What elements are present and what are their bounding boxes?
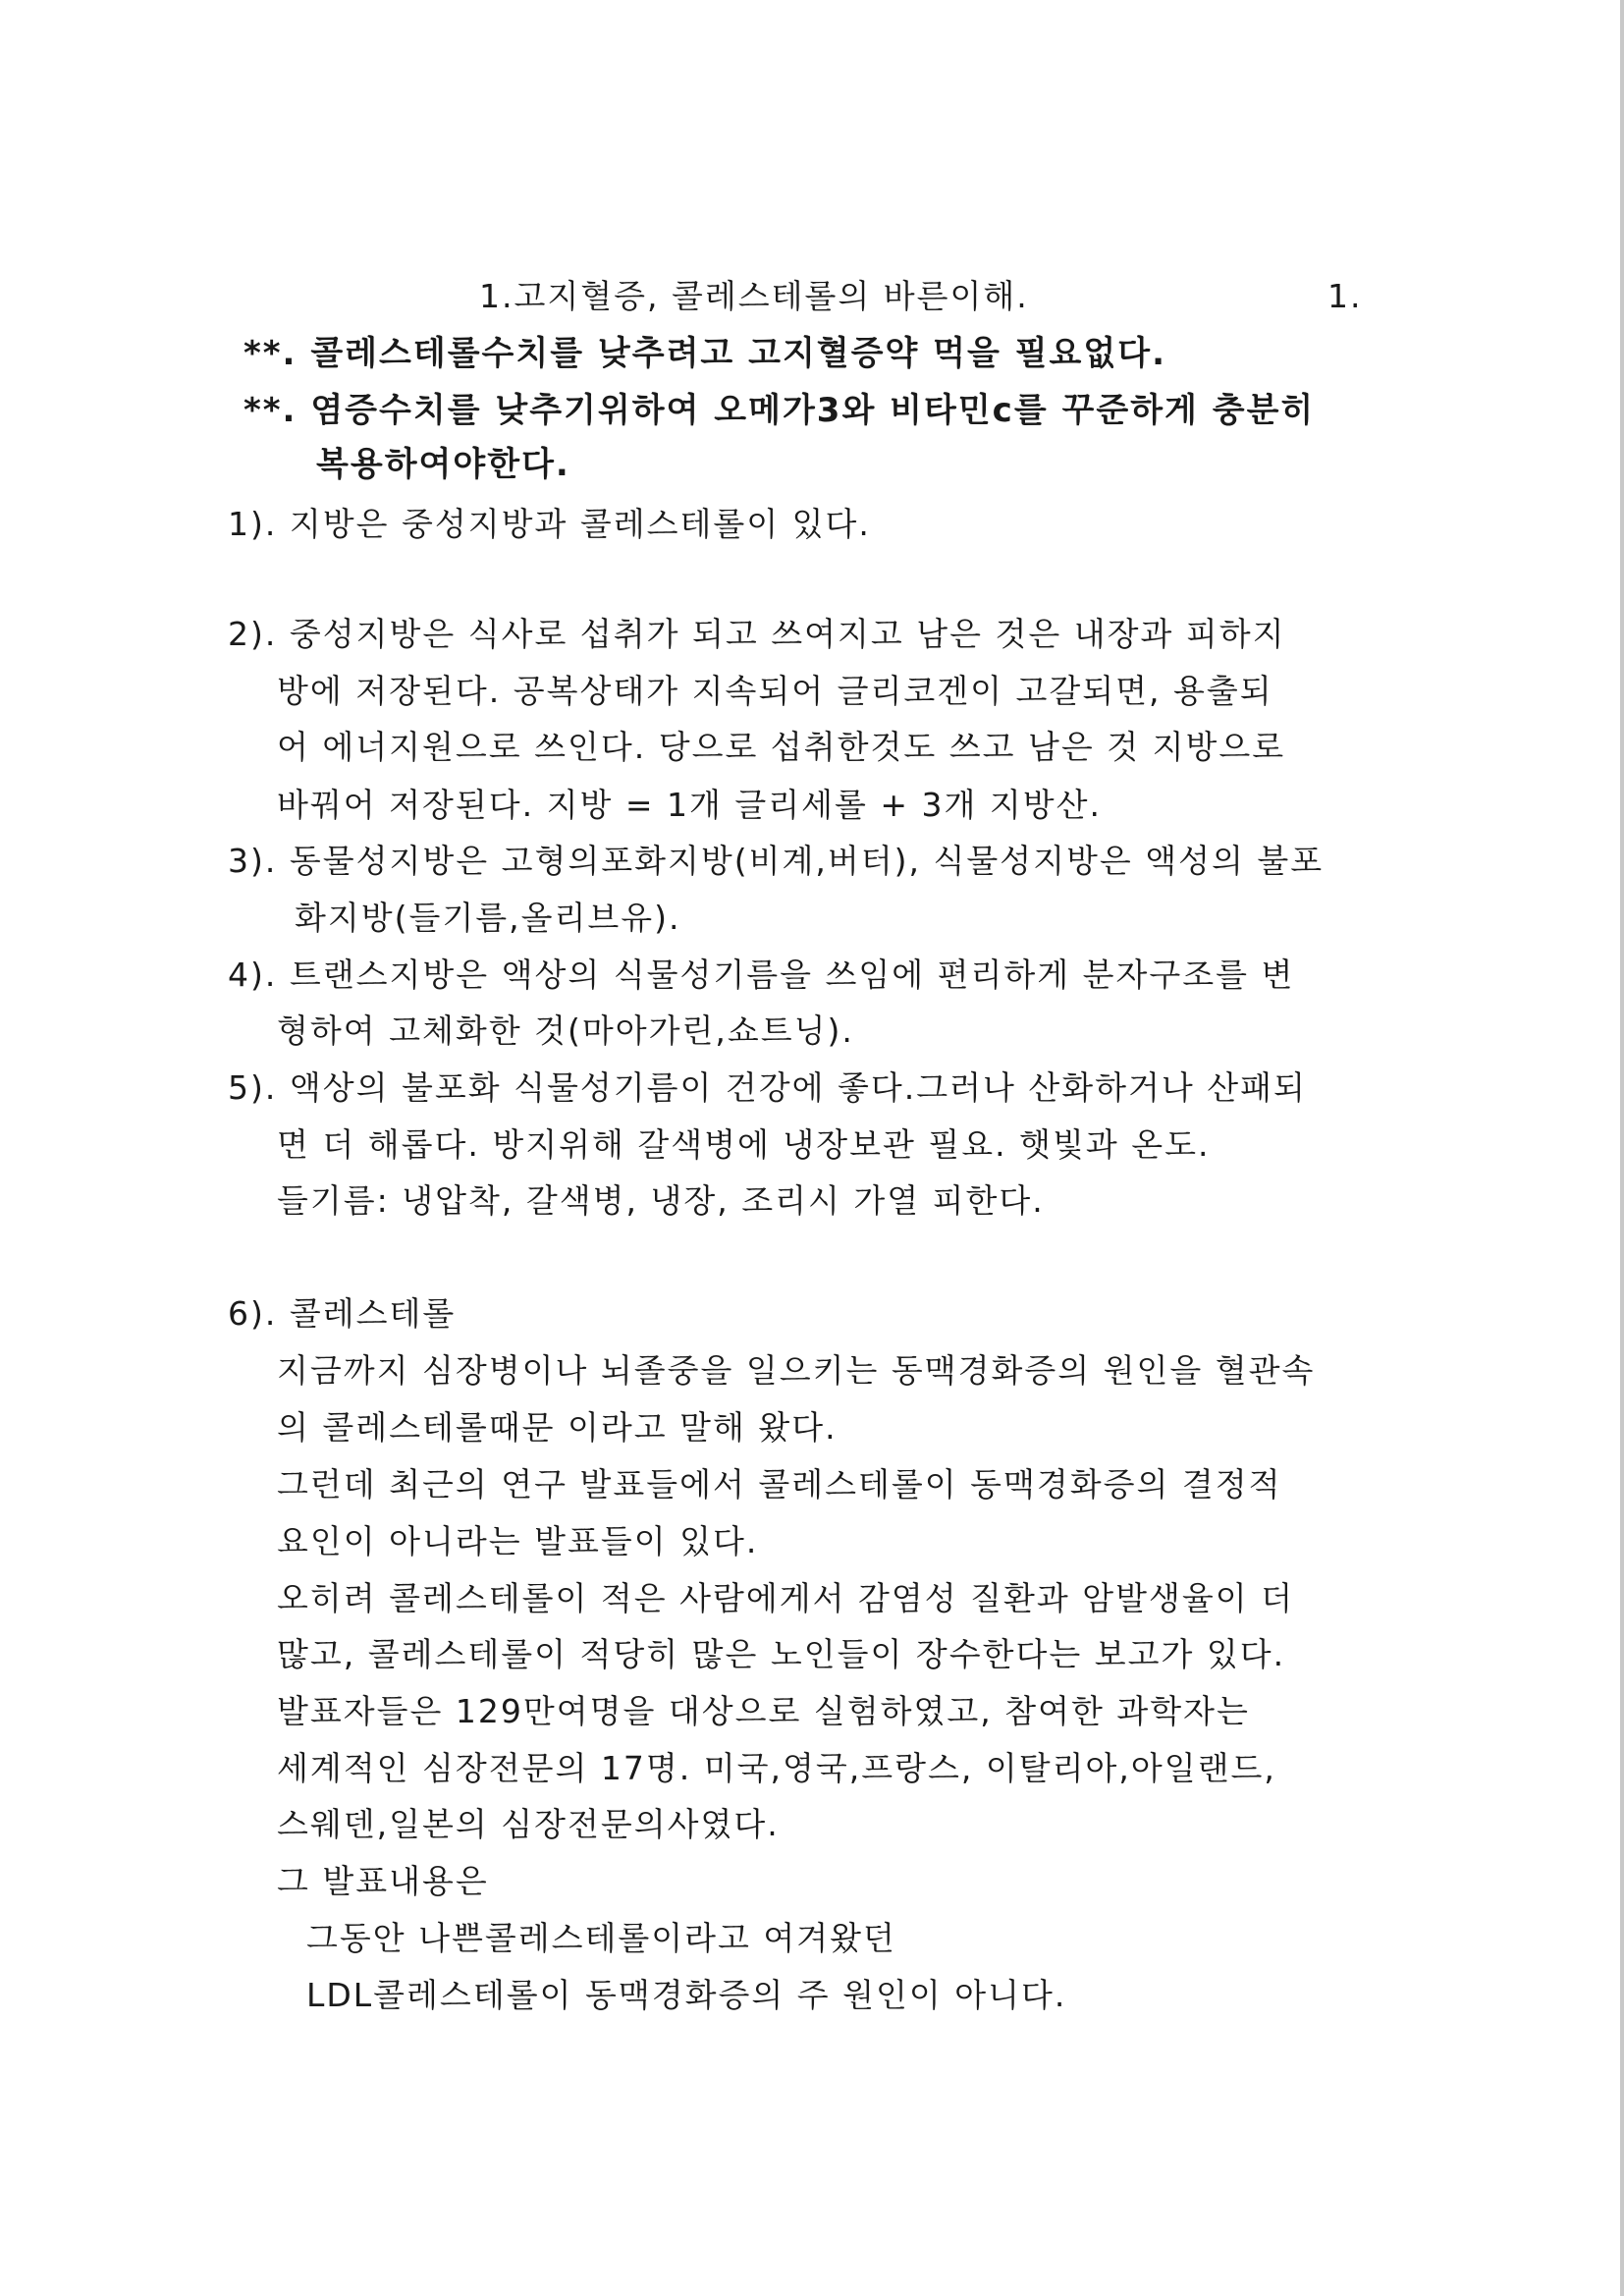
section-line: 3). 동물성지방은 고형의포화지방(비계,버터), 식물성지방은 액성의 불포 [228,842,1325,880]
section-line: 방에 저장된다. 공복상태가 지속되어 글리코겐이 고갈되면, 용출되 [277,672,1273,710]
section-line: 형하여 고체화한 것(마아가린,쇼트닝). [277,1011,854,1050]
note-line: **. 콜레스테롤수치를 낮추려고 고지혈증약 먹을 필요없다. [244,334,1166,373]
section-line: LDL콜레스테롤이 동맥경화증의 주 원인이 아니다. [306,1976,1067,2014]
section-line: 스웨덴,일본의 심장전문의사였다. [277,1805,780,1843]
section-line: 5). 액상의 불포화 식물성기름이 건강에 좋다.그러나 산화하거나 산패되 [228,1068,1307,1107]
section-line: 화지방(들기름,올리브유). [295,899,681,937]
section-line: 2). 중성지방은 식사로 섭취가 되고 쓰여지고 남은 것은 내장과 피하지 [228,615,1286,653]
section-line: 면 더 해롭다. 방지위해 갈색병에 냉장보관 필요. 햇빛과 온도. [277,1125,1211,1164]
section-line: 오히려 콜레스테롤이 적은 사람에게서 감염성 질환과 암발생율이 더 [277,1579,1295,1617]
note-line: 복용하여야한다. [316,445,570,484]
section-line: 요인이 아니라는 발표들이 있다. [277,1522,759,1560]
page-title: 1.고지혈증, 콜레스테롤의 바른이해. [479,277,1029,315]
section-line: 어 에너지원으로 쓰인다. 당으로 섭취한것도 쓰고 남은 것 지방으로 [277,728,1286,766]
scan-edge [1620,0,1624,2296]
section-line: 그런데 최근의 연구 발표들에서 콜레스테롤이 동맥경화증의 결정적 [277,1465,1282,1503]
section-line: 바꿔어 저장된다. 지방 = 1개 글리세롤 + 3개 지방산. [277,786,1102,824]
section-line: 세계적인 심장전문의 17명. 미국,영국,프랑스, 이탈리아,아일랜드, [277,1749,1276,1787]
section-line: 그 발표내용은 [277,1862,489,1900]
section-line: 4). 트랜스지방은 액상의 식물성기름을 쓰임에 편리하게 분자구조를 변 [228,956,1295,994]
section-heading: 6). 콜레스테롤 [228,1294,457,1333]
section-line: 1). 지방은 중성지방과 콜레스테롤이 있다. [228,505,871,543]
section-line: 많고, 콜레스테롤이 적당히 많은 노인들이 장수한다는 보고가 있다. [277,1635,1286,1673]
page-number: 1. [1327,277,1363,315]
section-line: 그동안 나쁜콜레스테롤이라고 여겨왔던 [306,1919,896,1957]
note-line: **. 염증수치를 낮추기위하여 오메가3와 비타민c를 꾸준하게 충분히 [244,391,1316,430]
section-line: 들기름: 냉압착, 갈색병, 냉장, 조리시 가열 피한다. [277,1181,1045,1220]
section-line: 지금까지 심장병이나 뇌졸중을 일으키는 동맥경화증의 원인을 혈관속 [277,1351,1316,1390]
section-line: 발표자들은 129만여명을 대상으로 실험하였고, 참여한 과학자는 [277,1692,1250,1730]
section-line: 의 콜레스테롤때문 이라고 말해 왔다. [277,1408,838,1447]
